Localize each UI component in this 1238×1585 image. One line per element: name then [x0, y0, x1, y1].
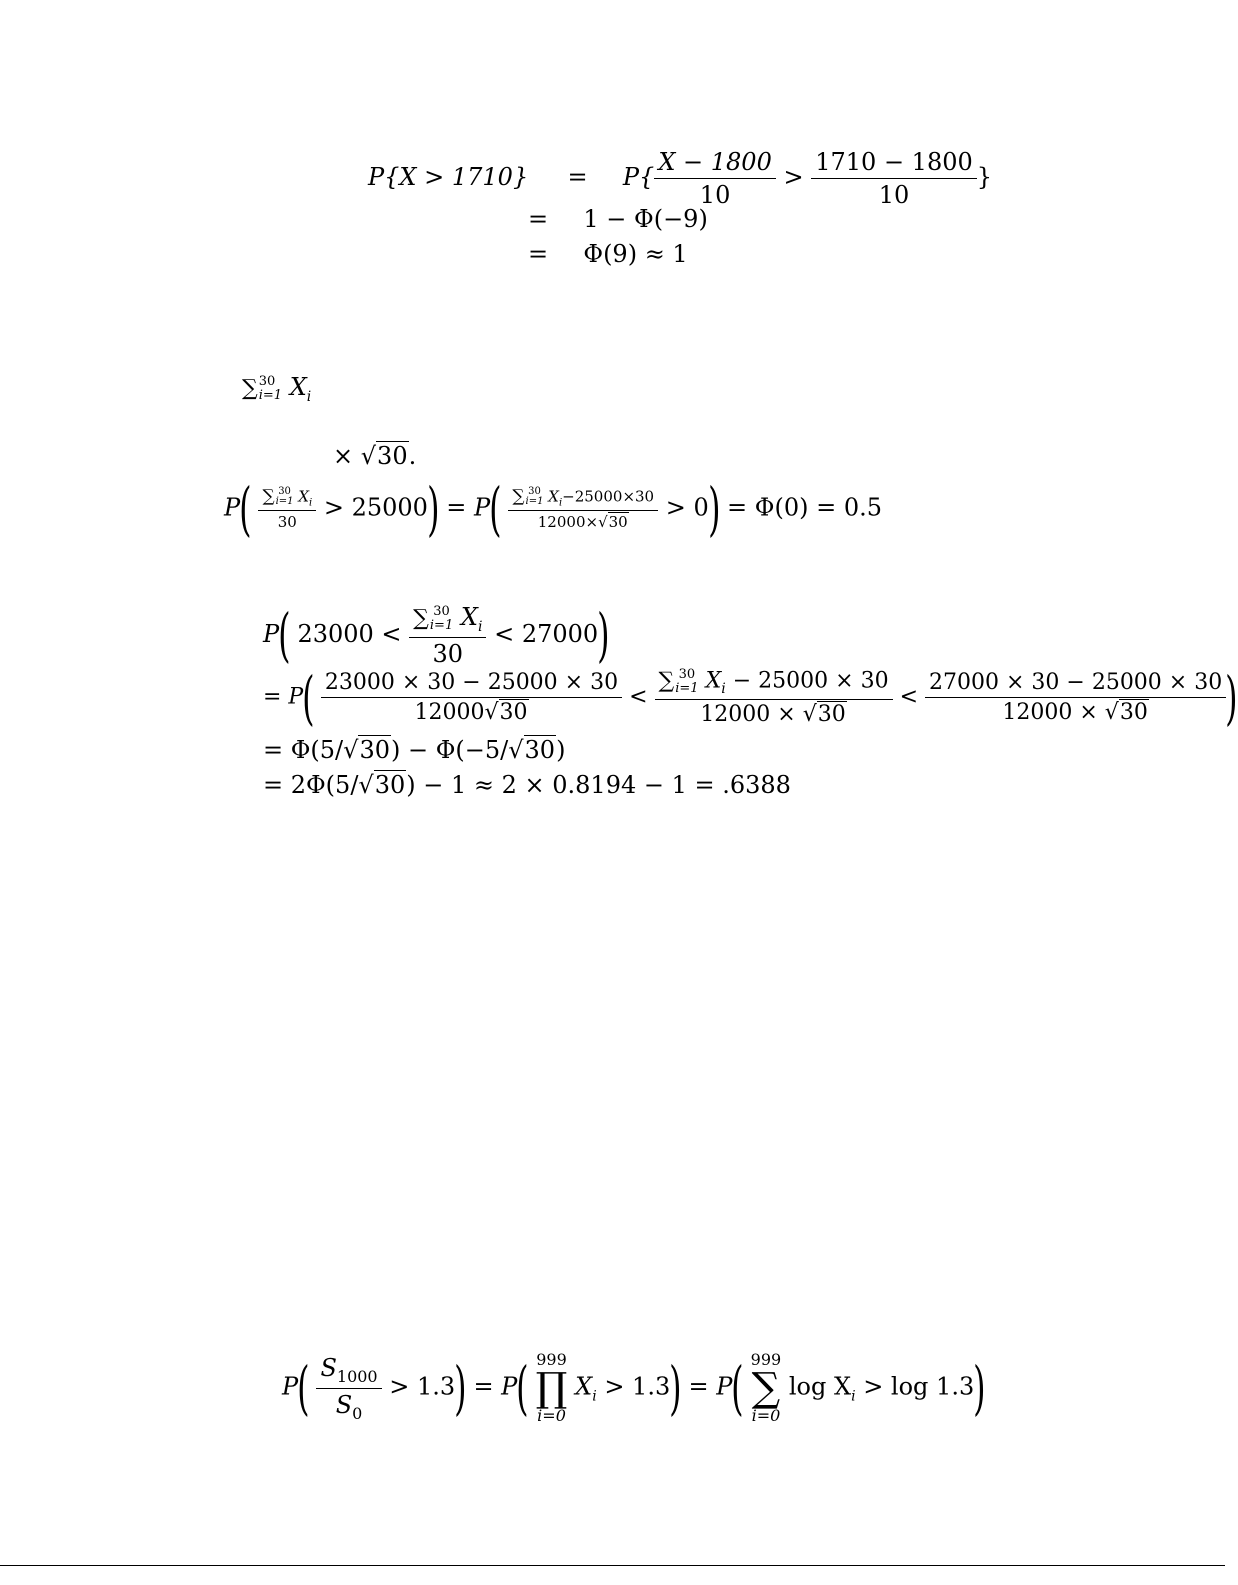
eq3-l1-var: X: [460, 603, 478, 631]
equation-1-line-1: [368, 148, 992, 209]
eq1-line3: Φ(9) ≈ 1: [583, 240, 688, 268]
eq4-fraction: [316, 1354, 381, 1423]
eq2-den: 30: [277, 513, 297, 532]
eq1-close: }: [976, 163, 993, 191]
eq4-num-sub: 1000: [336, 1366, 378, 1386]
eq2-num-var: X: [298, 487, 309, 506]
eq1-num1: X − 1800: [654, 148, 776, 179]
eq4-prod-var: X: [575, 1372, 593, 1401]
eq3-l2-sum-lower: i=1: [675, 680, 699, 696]
eq2-rparen-2: ): [707, 475, 721, 543]
eq4-lparen-1: (: [297, 1354, 310, 1422]
eq4-gt3: > log 1.3: [863, 1372, 975, 1401]
eq1-equals: =: [567, 163, 588, 191]
eq3-l2-den1-root: 30: [499, 700, 528, 726]
eq1-num2: 1710 − 1800: [811, 148, 977, 179]
sum-upper: 30: [258, 373, 276, 389]
times-sign: ×: [333, 442, 354, 470]
eq3-l2-den1-a: 12000: [414, 700, 485, 726]
sum-sym: ∑: [242, 376, 258, 401]
equation-3-line-4: = 2Φ(5/√30) − 1 ≈ 2 × 0.8194 − 1 = .6388: [263, 771, 791, 799]
radicand: 30: [377, 442, 408, 470]
sum-sub: i: [306, 388, 312, 405]
eq2-den2-root: 30: [608, 513, 628, 532]
eq4-rparen-2: ): [669, 1354, 682, 1422]
sum-var: X: [289, 373, 307, 401]
eq2-fraction-1: ∑ 30 i=1 $X_i$ 30: [258, 487, 316, 532]
eq4-gt1: > 1.3: [389, 1372, 456, 1401]
eq4-sum-upper: 999: [750, 1350, 782, 1369]
equation-3-line-1: [263, 603, 609, 668]
eq3-l1-lparen: (: [278, 601, 291, 670]
eq3-l2-den3-a: 12000 ×: [1002, 700, 1098, 726]
eq3-l2-sum-upper: 30: [678, 667, 696, 682]
eq3-l1-sum-upper: 30: [433, 603, 450, 619]
eq1-fraction-2: [811, 148, 977, 209]
eq3-l2-den3-root: 30: [1119, 700, 1148, 726]
product-operator: [536, 1352, 568, 1424]
equation-4: P( $\frac{S_{1000}}{S_0}$ > 1.3) = P( 999 ∏ i=0 $X_i > 1.3) = P$( 999 ∑ i=0 $\log X_i > \log 1.3$): [282, 1350, 986, 1425]
eq1-den2: 10: [878, 181, 910, 209]
eq2-sum-lower-2: i=1: [525, 496, 544, 508]
eq4-rparen-3: ): [973, 1354, 986, 1422]
eq3-l2-num2-var: X: [705, 668, 722, 694]
eq4-lparen-3: (: [731, 1354, 744, 1422]
eq2-sum-lower: i=1: [275, 496, 294, 508]
eq3-l2-fraction-1: $\frac{23000 \times 30 - 25000 \times 30}{12000√30}$: [321, 670, 622, 725]
eq3-l2-num3: 27000 × 30 − 25000 × 30: [925, 670, 1226, 698]
page-bottom-rule: [0, 1565, 1225, 1566]
eq4-den: S: [335, 1390, 353, 1419]
eq1-p-open: P{: [622, 163, 655, 191]
eq4-sum-sym: ∑: [751, 1365, 781, 1411]
period: .: [408, 442, 417, 470]
eq3-l2-den2-root: 30: [817, 702, 846, 728]
eq1-fraction-1: [654, 148, 776, 209]
eq4-P1: P: [282, 1372, 299, 1401]
eq3-l3-a: = Φ(5/: [263, 736, 344, 764]
eq3-l3-b: ) − Φ(−5/: [390, 736, 509, 764]
eq2-num2-var: X: [548, 487, 559, 506]
eq4-eqP2: = P: [473, 1372, 518, 1401]
eq1-line2: 1 − Φ(−9): [583, 205, 708, 233]
equation-3-line-2: [263, 663, 1238, 732]
equation-1-line-2: [528, 205, 708, 233]
eq3-l1-sum-lower: i=1: [429, 617, 454, 633]
eq3-l2-fraction-2: ∑ 30 i=1 $X_i - 25000 \times 30$ 12000 × √30: [655, 668, 893, 727]
eq2-fraction-2: ∑ 30 i=1 $X_i-25000\times 30$ 12000×√30: [508, 487, 658, 532]
eq4-eqP3: = P: [688, 1372, 733, 1401]
eq3-l2-eqP: = P: [263, 684, 304, 710]
eq4-rparen-1: ): [454, 1354, 467, 1422]
equation-3-line-3: = Φ(5/√30) − Φ(−5/√30): [263, 736, 566, 764]
eq2-num2-minus: −25000×30: [562, 487, 655, 506]
eq2-rparen: ): [427, 475, 440, 543]
eq2-eqP: = P: [446, 493, 491, 522]
eq1-gt: >: [783, 163, 804, 191]
eq4-log-term: log X: [788, 1372, 852, 1401]
eq3-l3-root2: 30: [524, 736, 556, 764]
eq2-den2-a: 12000×: [537, 513, 599, 532]
eq2-P: P: [224, 493, 241, 522]
eq2-lparen: (: [239, 475, 252, 543]
eq4-gt2: > 1.3: [604, 1372, 671, 1401]
eq3-l2-den2-a: 12000 ×: [700, 702, 796, 728]
eq3-l2-num2-minus: − 25000 × 30: [732, 668, 889, 694]
eq1-lhs: P{X > 1710}: [368, 163, 529, 191]
eq3-l1-b: < 27000: [494, 619, 599, 648]
eq3-l1-den: 30: [432, 639, 464, 668]
eq4-sum-lower: i=0: [751, 1406, 781, 1425]
sum-label: [242, 373, 311, 405]
eq2-gt0: > 0: [665, 493, 709, 522]
equation-2: [224, 475, 882, 543]
eq3-l4-root: 30: [374, 771, 406, 799]
eq3-l2-num1: 23000 × 30 − 25000 × 30: [321, 670, 622, 698]
sum-symbol-small: [242, 375, 282, 402]
eq2-lparen-2: (: [489, 475, 502, 543]
eq3-l4-b: ) − 1 ≈ 2 × 0.8194 − 1 = .6388: [406, 771, 791, 799]
eq1-equals-2: =: [528, 205, 549, 233]
sum-operator: [751, 1352, 782, 1424]
eq2-rhs: = Φ(0) = 0.5: [727, 493, 882, 522]
eq2-gt: > 25000: [323, 493, 428, 522]
sum-lower: i=1: [258, 387, 283, 403]
eq1-den1: 10: [699, 181, 731, 209]
eq3-l2-rparen: ): [1225, 663, 1238, 732]
eq3-l1-fraction: ∑ 30 i=1 $X_i$ 30: [409, 603, 486, 668]
eq4-lparen-2: (: [516, 1354, 529, 1422]
eq3-l2-lt1: <: [629, 684, 648, 710]
eq2-sum-upper: 30: [278, 485, 291, 497]
eq4-prod-upper: 999: [536, 1350, 567, 1369]
eq3-l2-fraction-3: $\frac{27000 \times 30 - 25000 \times 30}{12000 \times √30}$: [925, 670, 1226, 725]
eq3-l2-lt2: <: [899, 684, 918, 710]
eq3-l3-root1: 30: [359, 736, 390, 764]
times-root-30: [333, 442, 416, 470]
eq3-l3-c: ): [556, 736, 566, 764]
eq4-prod-lower: i=0: [537, 1406, 566, 1425]
eq4-prod-sym: ∏: [535, 1365, 568, 1411]
eq2-sum-upper-2: 30: [528, 485, 541, 497]
eq1-equals-3: =: [528, 240, 549, 268]
eq4-den-sub: 0: [352, 1403, 363, 1423]
eq3-l4-a: = 2Φ(5/: [263, 771, 359, 799]
eq3-l1-a: 23000 <: [297, 619, 402, 648]
sqrt-30: √30: [360, 442, 408, 470]
eq4-num: S: [320, 1353, 337, 1382]
eq3-l2-lparen: (: [302, 663, 315, 732]
eq3-l1-P: P: [263, 619, 280, 648]
equation-1-line-3: [528, 240, 688, 268]
eq3-l1-rparen: ): [597, 601, 610, 670]
